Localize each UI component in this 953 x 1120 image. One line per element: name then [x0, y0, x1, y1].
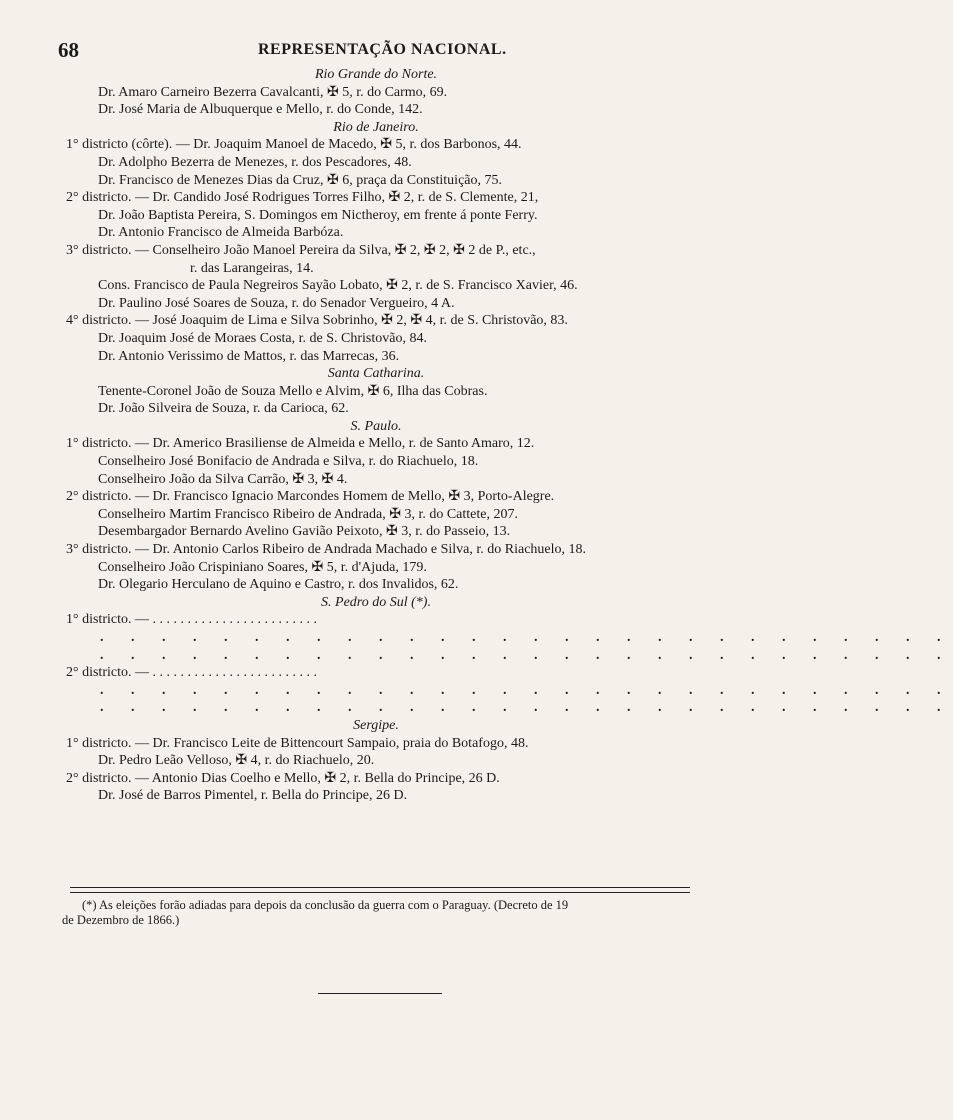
dotted-leader: . . . . . . . . . . . . . . . . . . . . . . . . . . . .: [100, 700, 953, 716]
page-header: [58, 38, 695, 62]
deputy-entry: Dr. Antonio Francisco de Almeida Barbóza.: [98, 225, 344, 241]
page-number: 68: [58, 38, 79, 62]
province-heading: Rio Grande do Norte.: [314, 67, 438, 82]
deputy-entry: Conselheiro Martim Francisco Ribeiro de Andrada, ✠ 3, r. do Cattete, 207.: [98, 506, 518, 522]
province-heading: S. Pedro do Sul (*).: [321, 594, 431, 610]
deputy-entry: Dr. Amaro Carneiro Bezerra Cavalcanti, ✠ 5, r. do Carmo, 69.: [98, 84, 448, 100]
deputy-entry: 3° districto. — Conselheiro João Manoel Pereira da Silva, ✠ 2, ✠ 2, ✠ 2 de P., etc.,: [66, 242, 536, 258]
province-heading: S. Paulo.: [350, 418, 402, 434]
dotted-leader: . . . . . . . . . . . . . . . . . . . . . . . . . . . .: [100, 630, 953, 645]
end-rule: [318, 993, 442, 994]
deputy-entry: Conselheiro José Bonifacio de Andrada e Silva, r. do Riachuelo, 18.: [98, 454, 479, 470]
deputy-entry: Dr. Pedro Leão Velloso, ✠ 4, r. do Riachuelo, 20.: [98, 753, 375, 769]
footnote: [62, 898, 702, 928]
deputy-entry: Conselheiro João Crispiniano Soares, ✠ 5, r. d'Ajuda, 179.: [98, 559, 427, 575]
deputy-entry: Desembargador Bernardo Avelino Gavião Peixoto, ✠ 3, r. do Passeio, 13.: [98, 524, 511, 540]
deputy-entry: Conselheiro João da Silva Carrão, ✠ 3, ✠ 4.: [98, 471, 348, 487]
dotted-leader: . . . . . . . . . . . . . . . . . . . . . . . . . . . .: [100, 647, 953, 663]
deputy-entry: 1° districto. — . . . . . . . . . . . . . . . . . . . . . . . .: [66, 612, 317, 628]
deputy-entry: Dr. João Baptista Pereira, S. Domingos em Nictheroy, em frente á ponte Ferry.: [98, 207, 538, 223]
deputy-entry: r. das Larangeiras, 14.: [190, 260, 314, 276]
deputy-entry: Dr. José de Barros Pimentel, r. Bella do Principe, 26 D.: [98, 788, 408, 804]
deputy-entry: 1° districto (côrte). — Dr. Joaquim Manoel de Macedo, ✠ 5, r. dos Barbonos, 44.: [66, 137, 522, 153]
footnote-line: de Dezembro de 1866.): [62, 913, 180, 927]
deputy-entry: Dr. Olegario Herculano de Aquino e Castro, r. dos Invalidos, 62.: [98, 577, 459, 593]
deputy-entry: Dr. Paulino José Soares de Souza, r. do Senador Vergueiro, 4 A.: [98, 295, 455, 311]
province-heading: Sergipe.: [353, 717, 399, 733]
deputy-entry: Dr. Joaquim José de Moraes Costa, r. de S. Christovão, 84.: [98, 330, 427, 346]
deputy-entry: Dr. Francisco de Menezes Dias da Cruz, ✠ 6, praça da Constituição, 75.: [98, 172, 503, 188]
deputy-entry: Cons. Francisco de Paula Negreiros Sayão Lobato, ✠ 2, r. de S. Francisco Xavier, 46.: [98, 278, 578, 294]
deputy-entry: Dr. João Silveira de Souza, r. da Carioca, 62.: [98, 401, 349, 417]
deputy-entry: 1° districto. — Dr. Francisco Leite de Bittencourt Sampaio, praia do Botafogo, 48.: [66, 735, 529, 751]
deputy-entry: 2° districto. — Antonio Dias Coelho e Mello, ✠ 2, r. Bella do Principe, 26 D.: [66, 770, 500, 786]
deputy-entry: Dr. Adolpho Bezerra de Menezes, r. dos Pescadores, 48.: [98, 154, 412, 170]
deputy-entry: 2° districto. — Dr. Francisco Ignacio Marcondes Homem de Mello, ✠ 3, Porto-Alegre.: [66, 489, 555, 505]
deputy-entry: 4° districto. — José Joaquim de Lima e Silva Sobrinho, ✠ 2, ✠ 4, r. de S. Christovão, 83.: [66, 313, 568, 329]
deputy-entry: Dr. José Maria de Albuquerque e Mello, r. do Conde, 142.: [98, 102, 423, 118]
main-text: [56, 66, 953, 805]
footnote-line: (*) As eleições forão adiadas para depois da conclusão da guerra com o Paraguay. (Decreto de 19: [82, 898, 569, 912]
deputy-entry: 2° districto. — Dr. Candido José Rodrigues Torres Filho, ✠ 2, r. de S. Clemente, 21,: [66, 190, 539, 206]
deputy-entry: 2° districto. — . . . . . . . . . . . . . . . . . . . . . . . .: [66, 665, 317, 681]
deputy-entry: Tenente-Coronel João de Souza Mello e Alvim, ✠ 6, Ilha das Cobras.: [98, 383, 488, 399]
deputy-entry: 1° districto. — Dr. Americo Brasiliense de Almeida e Mello, r. de Santo Amaro, 12.: [66, 436, 535, 452]
running-title: REPRESENTAÇÃO NACIONAL.: [258, 41, 507, 58]
province-heading: Rio de Janeiro.: [333, 119, 419, 135]
dotted-leader: . . . . . . . . . . . . . . . . . . . . . . . . . . . .: [100, 682, 953, 698]
footnote-divider: [70, 887, 690, 893]
deputy-entry: 3° districto. — Dr. Antonio Carlos Ribeiro de Andrada Machado e Silva, r. do Riachuelo, 18.: [66, 542, 587, 558]
province-heading: Santa Catharina.: [327, 366, 425, 382]
deputy-entry: Dr. Antonio Verissimo de Mattos, r. das Marrecas, 36.: [98, 348, 400, 364]
